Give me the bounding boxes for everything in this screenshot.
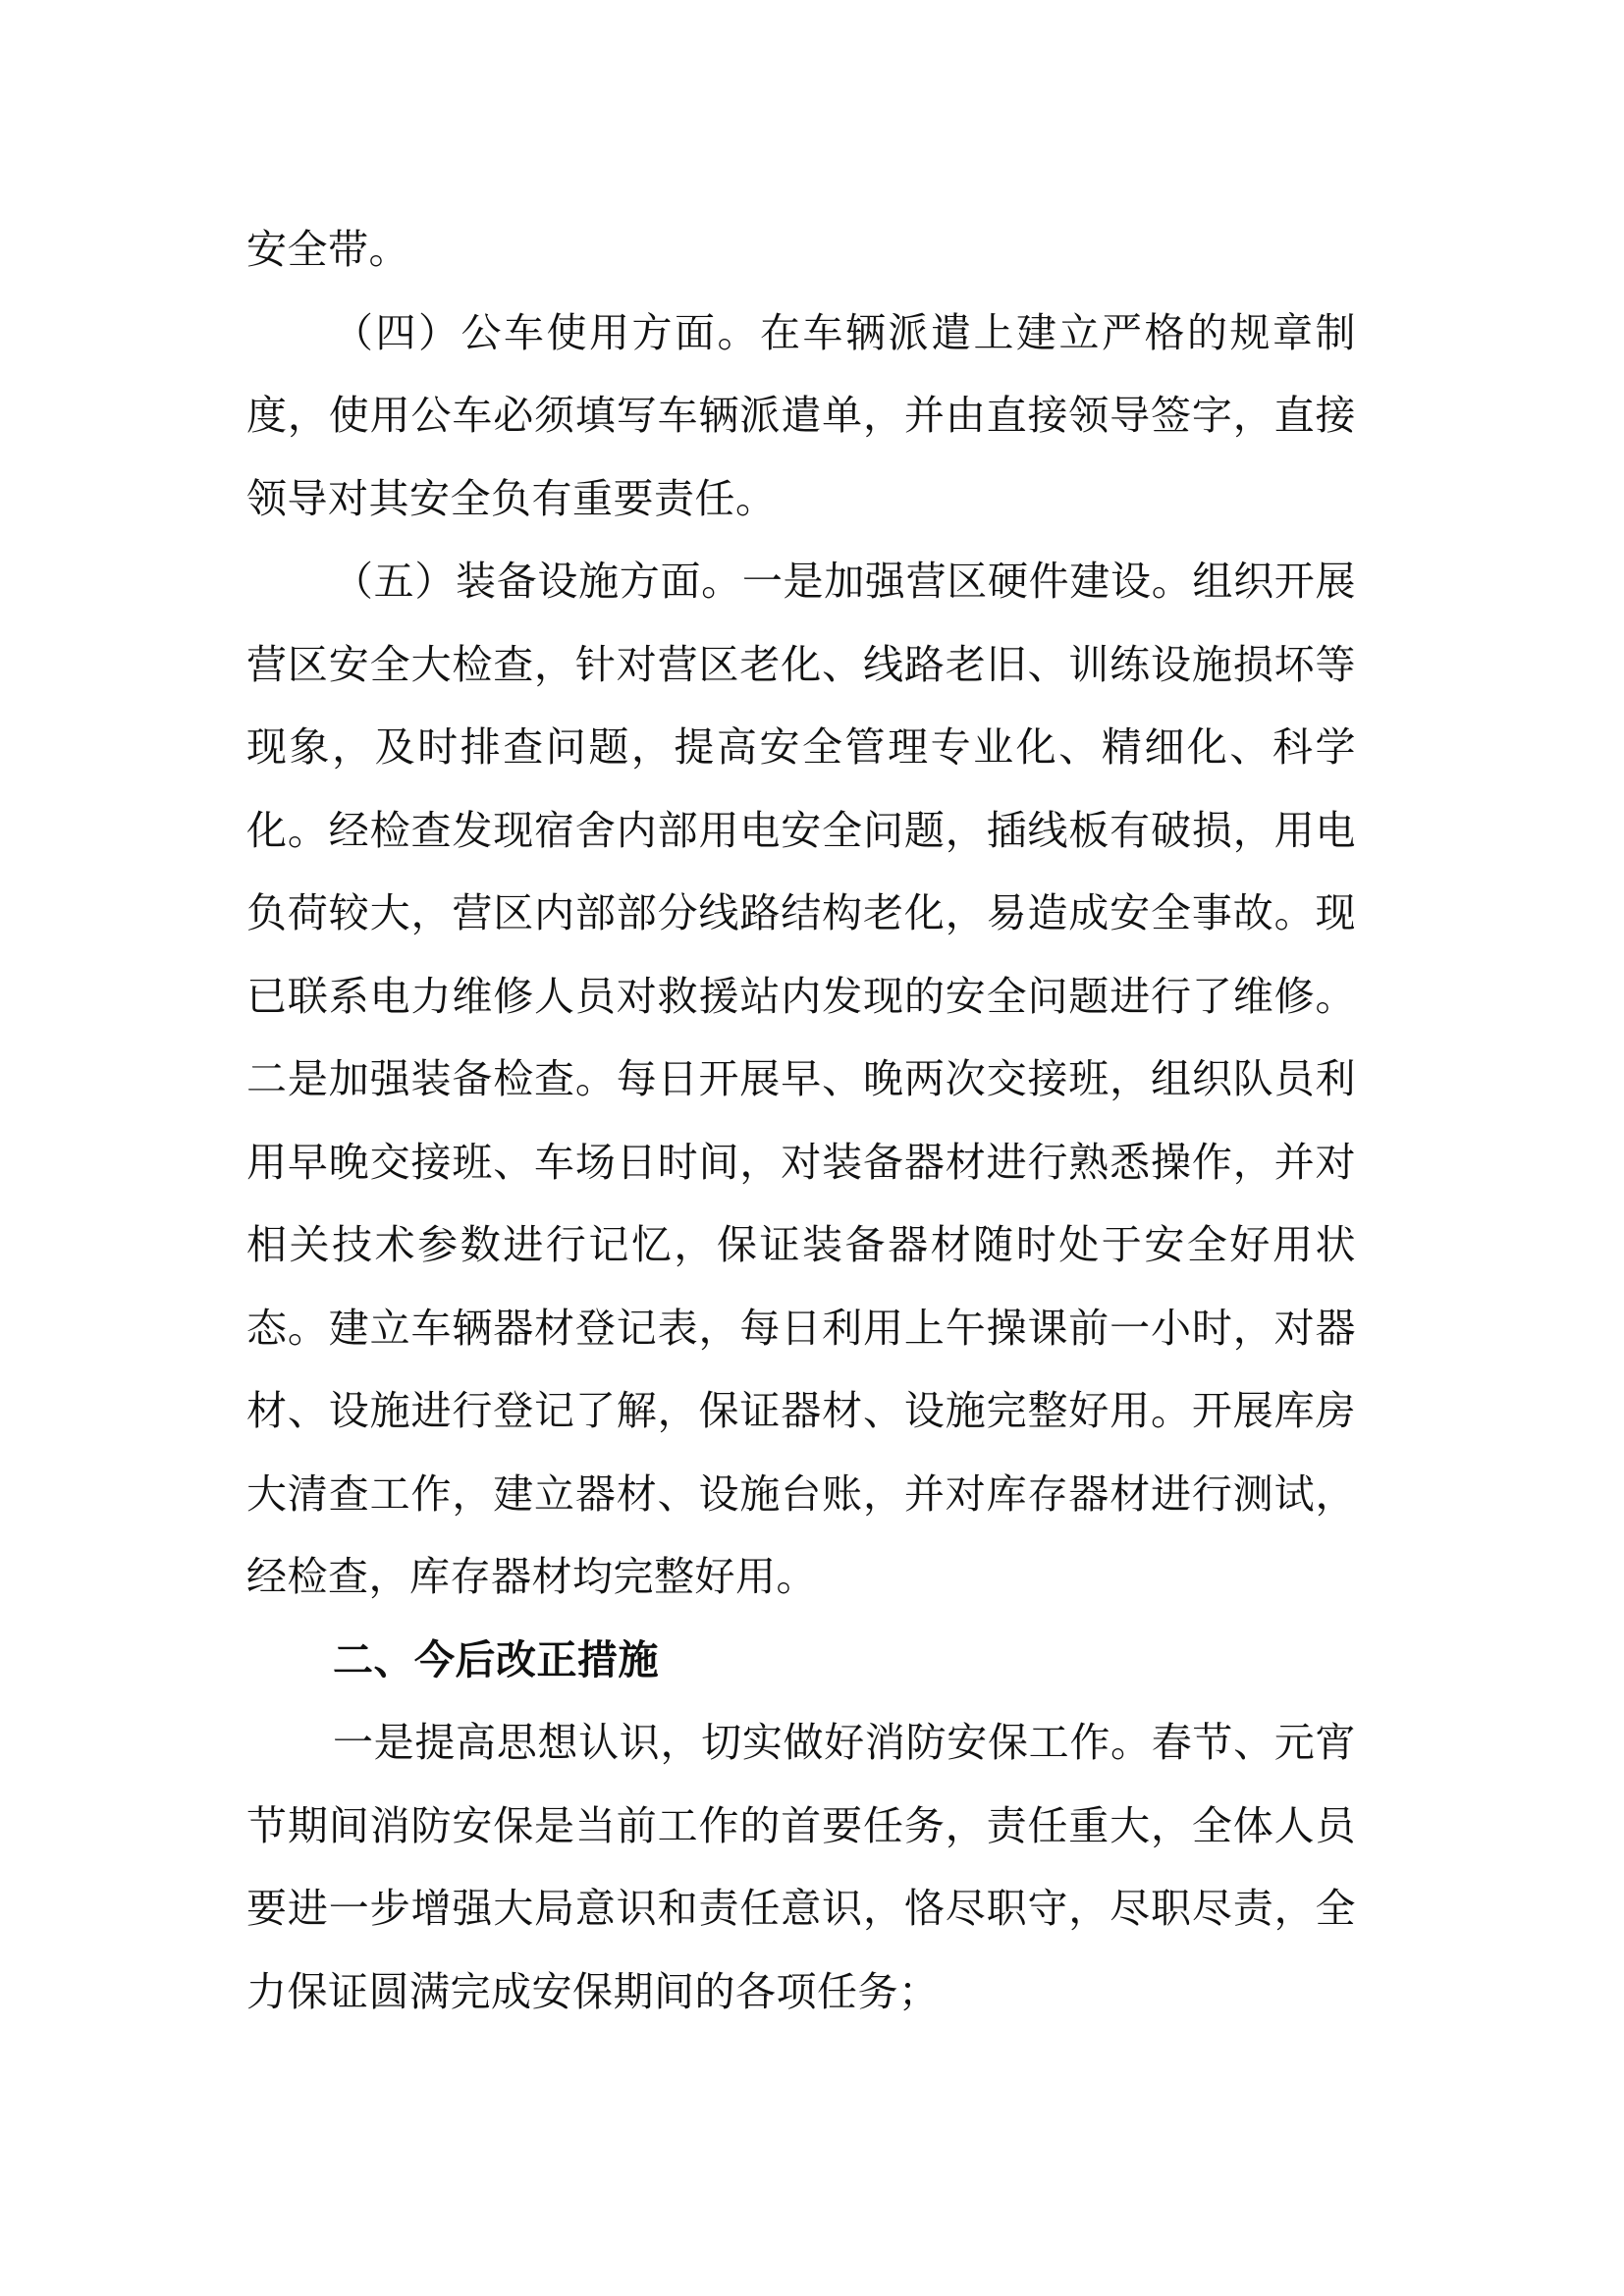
section-heading-corrective-measures: 二、今后改正措施 (333, 1635, 659, 1683)
document-body (246, 208, 1356, 2033)
paragraph-continuation: 安全带。 (246, 226, 409, 273)
paragraph-vehicle-use: （四）公车使用方面。在车辆派遣上建立严格的规章制度，使用公车必须填写车辆派遣单，并由直接领导签字，直接领导对其安全负有重要责任。 (246, 308, 1356, 522)
paragraph-fire-security: 一是提高思想认识，切实做好消防安保工作。春节、元宵节期间消防安保是当前工作的首要任务，责任重大，全体人员要进一步增强大局意识和责任意识，恪尽职守，尽职尽责，全力保证圆满完成安保期间的各项任务； (246, 1719, 1356, 2015)
paragraph-equipment-facilities: （五）装备设施方面。一是加强营区硬件建设。组织开展营区安全大检查，针对营区老化、线路老旧、训练设施损坏等现象，及时排查问题，提高安全管理专业化、精细化、科学化。经检查发现宿舍内部用电安全问题，插线板有破损，用电负荷较大，营区内部部分线路结构老化，易造成安全事故。现已联系电力维修人员对救援站内发现的安全问题进行了维修。二是加强装备检查。每日开展早、晚两次交接班，组织队员利用早晚交接班、车场日时间，对装备器材进行熟悉操作，并对相关技术参数进行记忆，保证装备器材随时处于安全好用状态。建立车辆器材登记表，每日利用上午操课前一小时，对器材、设施进行登记了解，保证器材、设施完整好用。开展库房大清查工作，建立器材、设施台账，并对库存器材进行测试，经检查，库存器材均完整好用。 (246, 558, 1356, 1600)
